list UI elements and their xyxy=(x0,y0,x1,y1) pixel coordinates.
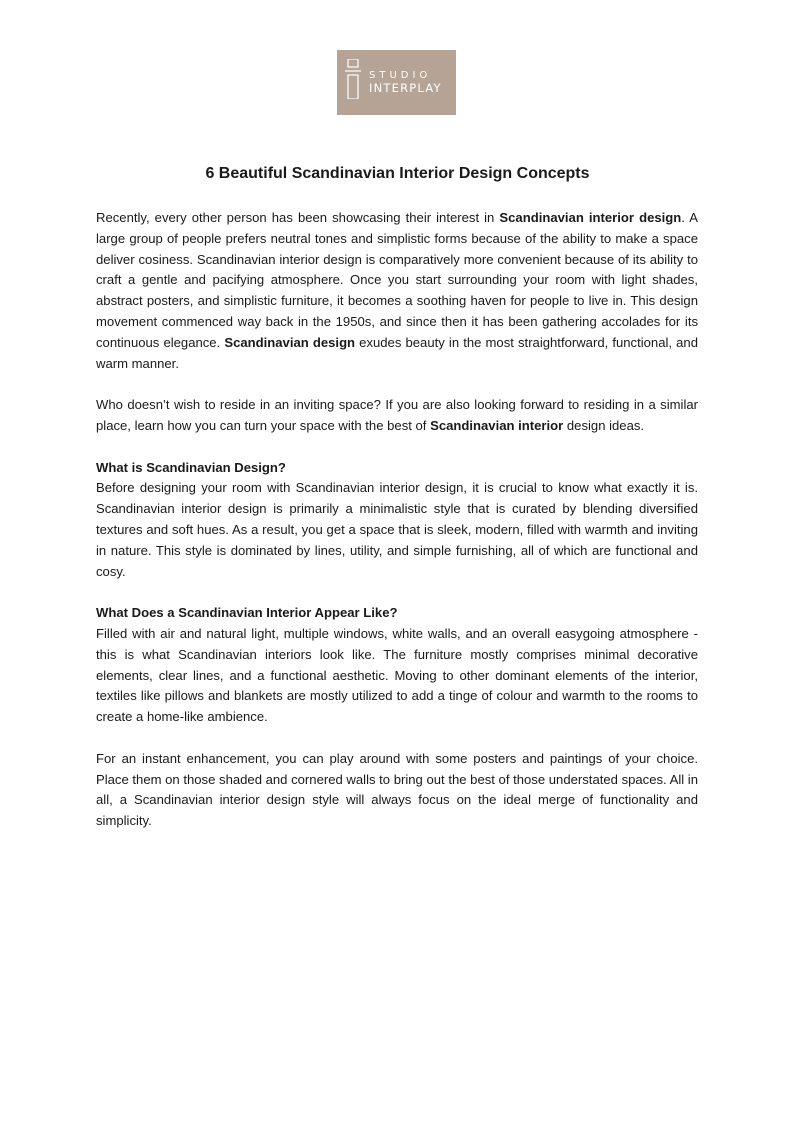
paragraph-spacer xyxy=(96,437,698,458)
article-body xyxy=(96,208,698,832)
section-heading-appear-like: What Does a Scandinavian Interior Appear Like? xyxy=(96,605,398,621)
question-text-2: design ideas. xyxy=(563,417,645,433)
section-body-appear-like: Filled with air and natural light, multiple windows, white walls, and an overall easygoing atmosphere - this is what Scandinavian interiors look like. The furniture mostly comprises minimal decorative elements, clear lines, and a functional aesthetic. Moving to other dominant elements of the interior, textiles like pillows and blankets are mostly utilized to add a tinge of colour and warmth to the rooms to create a home-like ambience. xyxy=(96,625,698,725)
paragraph-spacer xyxy=(96,728,698,749)
paragraph-spacer xyxy=(96,582,698,603)
article-title: 6 Beautiful Scandinavian Interior Design Concepts xyxy=(205,165,590,182)
question-text-1: Who doesn’t wish to reside in an inviting space? If you are also looking forward to residing in a similar place, learn how you can turn your space with the best of xyxy=(96,397,698,433)
question-paragraph xyxy=(96,395,698,437)
logo-text-interplay: INTERPLAY xyxy=(369,81,442,95)
question-bold-1: Scandinavian interior xyxy=(430,417,564,433)
intro-text-2: . A large group of people prefers neutral tones and simplistic forms because of the ability to make a space deliver cosiness. Scandinavian interior design is comparatively more convenient because of its ability to craft a gentle and pacifying atmosphere. Once you start surrounding your room with light shades, abstract posters, and simplistic furniture, it becomes a soothing haven for people to live in. This design movement commenced way back in the 1950s, and since then it has been gathering accolades for its continuous elegance. xyxy=(96,210,698,350)
studio-interplay-logo xyxy=(337,50,456,115)
intro-paragraph xyxy=(96,208,698,374)
closing-paragraph: For an instant enhancement, you can play around with some posters and paintings of your choice. Place them on those shaded and cornered walls to bring out the best of those understated spaces. All in all, a Scandinavian interior design style will always focus on the ideal merge of functionality and simplicity. xyxy=(96,750,698,829)
paragraph-spacer xyxy=(96,374,698,395)
logo-text-studio: STUDIO xyxy=(369,70,432,81)
section-body-what-is: Before designing your room with Scandinavian interior design, it is crucial to know what exactly it is. Scandinavian interior design is primarily a minimalistic style that is curated by blending diversified textures and soft hues. As a result, you get a space that is sleek, modern, filled with warmth and inviting in nature. This style is dominated by lines, utility, and simple furnishing, all of which are functional and cosy. xyxy=(96,480,698,579)
intro-bold-1: Scandinavian interior design xyxy=(499,210,682,225)
section-heading-what-is: What is Scandinavian Design? xyxy=(96,459,286,475)
intro-text-1: Recently, every other person has been showcasing their interest in xyxy=(96,210,500,225)
intro-text-3: exudes beauty in the most straightforward, functional, and warm manner. xyxy=(96,334,698,371)
logo-mark-icon xyxy=(345,59,365,99)
intro-bold-2: Scandinavian design xyxy=(224,334,356,350)
